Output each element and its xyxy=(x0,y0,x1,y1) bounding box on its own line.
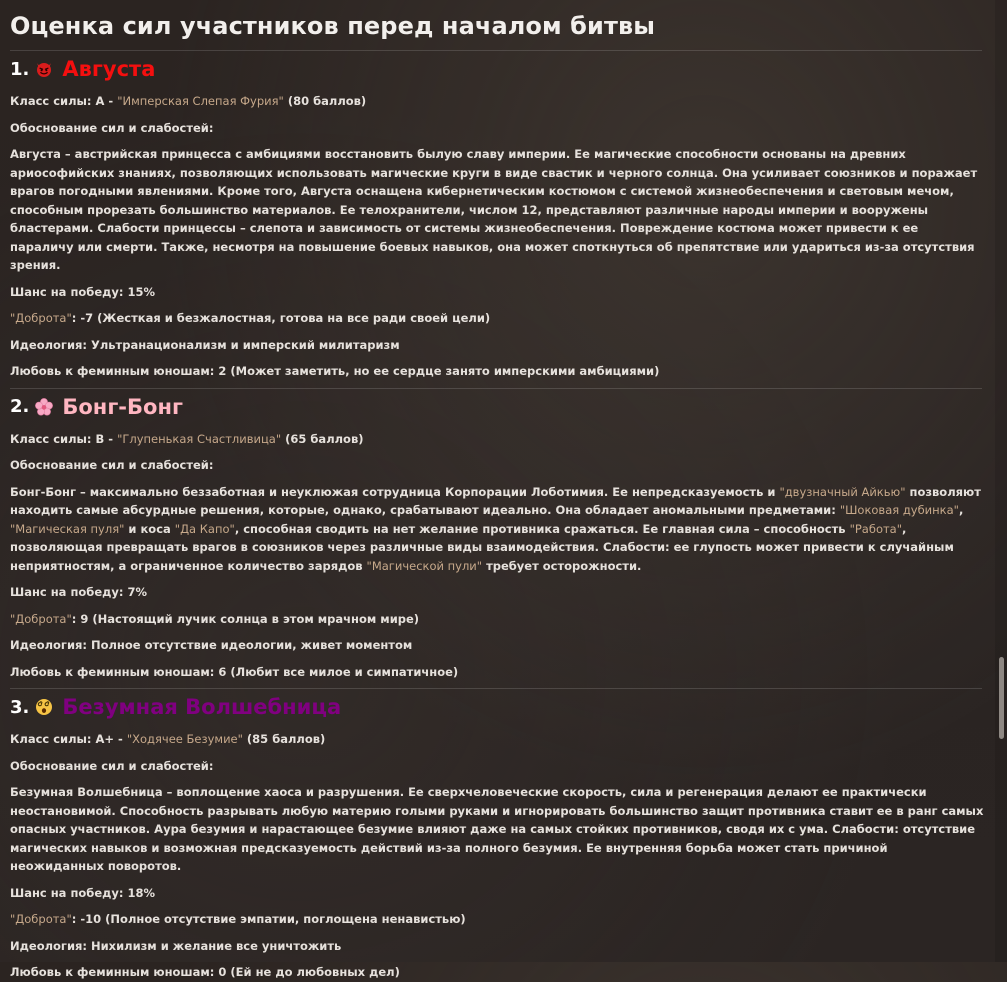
win-chance: Шанс на победу: 15% xyxy=(10,284,156,299)
dizzy-face-icon xyxy=(35,698,53,716)
kindness-value: : -7 (Жесткая и безжалостная, готова на все ради своей цели) xyxy=(71,311,491,325)
participant-number: 1. xyxy=(10,58,30,80)
participant-card-augusta xyxy=(8,53,984,388)
description-text: позволяют находить самые абсурдные решения, которые, однако, срабатывают идеально. Она обладает аномальными предметами: xyxy=(10,484,981,517)
kindness-label: "Доброта" xyxy=(10,912,72,926)
kindness xyxy=(10,610,984,629)
description-text: Бонг-Бонг – максимально беззаботная и неуклюжая сотрудница Корпорации Лоботимия. Ее непредсказуемость и xyxy=(10,484,780,499)
kindness-value: : 9 (Настоящий лучик солнца в этом мрачном мире) xyxy=(71,611,420,626)
description-quote: "Магическая пуля" xyxy=(10,521,125,536)
cherry-blossom-icon xyxy=(35,398,53,416)
power-class-label: Класс силы: A - xyxy=(10,94,118,108)
description-quote: "двузначный Айкью" xyxy=(779,484,906,499)
participant-card-mad-witch xyxy=(8,691,984,982)
love-rating: Любовь к феминным юношам: 2 (Может заметить, но ее сердце занято имперскими амбициями) xyxy=(10,364,660,378)
description-text: , позволяющая превращать врагов в союзников через различные виды взаимодействия. Слабости: ее глупость может привести к случайным неприятностям, а ограниченное количество зарядов xyxy=(10,521,954,573)
power-class-label: Класс силы: B - xyxy=(10,431,118,446)
power-class xyxy=(10,430,984,449)
description-text: , способная сводить на нет желание противника сражаться. Ее главная сила – способность xyxy=(234,521,850,536)
description-quote: "Магической пули" xyxy=(366,558,483,573)
win-chance: Шанс на победу: 18% xyxy=(10,885,156,900)
participant-name: Августа xyxy=(62,57,156,81)
participant-card-bong-bong xyxy=(8,391,984,689)
love-rating: Любовь к феминным юношам: 0 (Ей не до любовных дел) xyxy=(10,965,400,979)
kindness xyxy=(10,309,984,328)
kindness xyxy=(10,910,984,929)
divider xyxy=(10,50,982,51)
love-rating: Любовь к феминным юношам: 6 (Любит все милое и симпатичное) xyxy=(10,664,459,679)
power-class-title: "Глупенькая Счастливица" xyxy=(117,431,282,446)
justification-label: Обоснование сил и слабостей: xyxy=(10,758,214,773)
scrollbar-thumb[interactable] xyxy=(999,657,1004,739)
participant-description: Августа – австрийская принцесса с амбициями восстановить былую славу империи. Ее магические способности основаны на древних ариософийских знаниях, позволяющих использовать магические круги в виде свастик и черного солнца. Она усиливает союзников и поражает врагов погодными явлениями. Кроме того, Августа оснащена кибернетическим костюмом с системой жизнеобеспечения и световым мечом, способным прорезать большинство материалов. Ее телохранители, числом 12, представляют различные народы империи и вооружены бластерами. Слабости принцессы – слепота и зависимость от системы жизнеобеспечения. Повреждение костюма может привести к ее параличу или смерти. Также, несмотря на повышение боевых навыков, она может споткнуться об препятствие или удариться из-за отсутствия зрения. xyxy=(10,147,978,272)
kindness-label: "Доброта" xyxy=(10,311,72,325)
power-class-title: "Имперская Слепая Фурия" xyxy=(117,94,284,108)
power-class-score: (80 баллов) xyxy=(283,94,367,108)
kindness-value: : -10 (Полное отсутствие эмпатии, поглощена ненавистью) xyxy=(71,912,466,926)
ideology: Идеология: Нихилизм и желание все уничтожить xyxy=(10,938,342,953)
participant-heading xyxy=(10,391,984,423)
vertical-scrollbar[interactable] xyxy=(995,0,1007,962)
description-quote: "Работа" xyxy=(849,521,903,536)
participant-name: Безумная Волшебница xyxy=(62,695,342,719)
power-class-score: (65 баллов) xyxy=(281,431,364,446)
divider xyxy=(10,388,982,389)
participant-description: Безумная Волшебница – воплощение хаоса и разрушения. Ее сверхчеловеческие скорость, сила и регенерация делают ее практически неостановимой. Способность разрывать любую материю голыми руками и игнорировать большинство защит противника ставит ее в ранг самых опасных участников. Аура безумия и нарастающее безумие влияют даже на самых стойких противников, сводя их с ума. Слабости: отсутствие магических навыков и возможная предсказуемость действий из-за полного безумия. Ее внутренняя борьба может стать причиной неожиданных поворотов. xyxy=(10,785,984,873)
participant-heading xyxy=(10,53,984,85)
power-class-label: Класс силы: A+ - xyxy=(10,732,127,746)
win-chance: Шанс на победу: 7% xyxy=(10,585,148,599)
participant-description xyxy=(10,483,984,576)
kindness-label: "Доброта" xyxy=(10,611,72,626)
justification-label: Обоснование сил и слабостей: xyxy=(10,120,214,135)
participant-number: 2. xyxy=(10,396,30,417)
ideology: Идеология: Полное отсутствие идеологии, живет моментом xyxy=(10,638,413,652)
description-text: и коса xyxy=(124,521,175,536)
participant-name: Бонг-Бонг xyxy=(62,394,183,419)
participant-heading xyxy=(10,691,984,723)
description-quote: "Шоковая дубинка" xyxy=(839,503,959,517)
page-title: Оценка сил участников перед началом битвы xyxy=(10,12,656,40)
divider xyxy=(10,688,982,689)
ideology: Идеология: Ультранационализм и имперский милитаризм xyxy=(10,337,400,352)
power-class-score: (85 баллов) xyxy=(242,732,326,746)
power-class xyxy=(10,92,984,111)
devil-face-icon xyxy=(35,60,53,78)
description-text: требует осторожности. xyxy=(482,558,642,573)
description-text: , xyxy=(958,503,964,517)
power-class-title: "Ходячее Безумие" xyxy=(126,732,243,746)
power-class xyxy=(10,730,984,749)
justification-label: Обоснование сил и слабостей: xyxy=(10,458,214,472)
participant-number: 3. xyxy=(10,696,30,718)
description-quote: "Да Капо" xyxy=(174,521,235,536)
